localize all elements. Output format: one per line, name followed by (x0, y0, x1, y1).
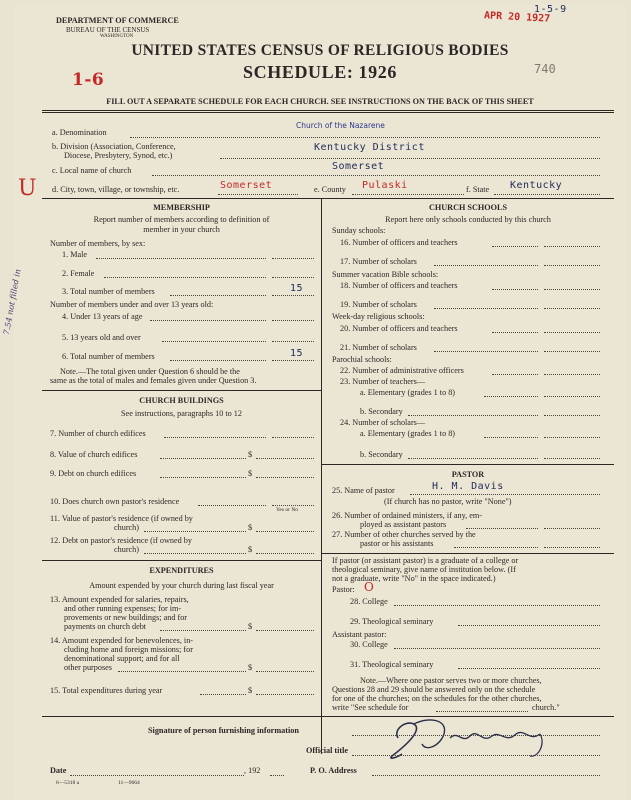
schools-intro: Report here only schools conducted by this church (385, 215, 551, 224)
official-title-line[interactable] (352, 755, 600, 756)
received-date-stamp: APR 20 1927 (483, 10, 551, 25)
q15-dollar: $ (248, 686, 253, 695)
q11-dollar: $ (248, 523, 253, 532)
membership-note-2: same as the total of males and females given under Question 3. (50, 376, 257, 385)
local-name-value[interactable]: Somerset (332, 161, 385, 172)
q16-leader (492, 246, 538, 247)
q7-label: 7. Number of church edifices (50, 429, 146, 438)
q25-answer-line (410, 494, 600, 495)
q13-dollar: $ (248, 622, 253, 631)
q4-under13-label: 4. Under 13 years of age (62, 312, 143, 321)
po-address-line[interactable] (372, 775, 600, 776)
q13-label-4: payments on church debt (64, 622, 147, 631)
pastor-subhead: Pastor: (332, 585, 355, 594)
form-code-2: 11—9664 (118, 780, 140, 786)
pastor-note-1: Note.—Where one pastor serves two or more churches, (360, 676, 542, 685)
signature-label: Signature of person furnishing information (148, 726, 299, 735)
q13-label-3: provements or new buildings; and for (64, 613, 188, 622)
q12-dollar: $ (248, 545, 253, 554)
year-line[interactable] (270, 775, 284, 776)
q8-dollar: $ (248, 450, 253, 459)
city-line (218, 194, 298, 195)
q5-over13-label: 5. 13 years old and over (62, 333, 141, 342)
q12-leader (144, 553, 246, 554)
header-rule-2 (42, 112, 614, 113)
q26-answer-line[interactable] (544, 528, 600, 529)
q3-total-label: 3. Total number of members (62, 287, 155, 296)
q3-answer-line (272, 295, 314, 296)
summer-schools-label: Summer vacation Bible schools: (332, 270, 439, 279)
q22-label: 22. Number of administrative officers (340, 366, 464, 375)
buildings-rule (42, 390, 321, 391)
official-title-label: Official title (306, 746, 349, 755)
q23a-answer-line[interactable] (544, 396, 600, 397)
q11-label-2: church) (114, 523, 140, 532)
membership-intro-2: member in your church (143, 225, 220, 234)
q27-label-2: pastor or his assistants (360, 539, 434, 548)
weekday-schools-label: Week-day religious schools: (332, 312, 425, 321)
q24a-answer-line[interactable] (544, 437, 600, 438)
margin-handwritten-note: 7.54 not filled in (2, 268, 23, 336)
q18-answer-line[interactable] (544, 289, 600, 290)
local-name-label: c. Local name of church (52, 166, 132, 175)
q6-total-value[interactable]: 15 (290, 348, 304, 359)
q10-answer-line[interactable] (272, 505, 314, 506)
q11-answer-line[interactable] (256, 531, 314, 532)
buildings-intro: See instructions, paragraphs 10 to 12 (121, 409, 242, 418)
yes-or-no-hint: Yes or No (276, 507, 299, 513)
q17-answer-line[interactable] (544, 265, 600, 266)
q19-leader (434, 308, 538, 309)
q4-answer-line[interactable] (272, 320, 314, 321)
pastor-rule (321, 464, 614, 465)
q6-answer-line (272, 360, 314, 361)
division-value[interactable]: Kentucky District (314, 142, 425, 153)
graduate-instr-1: If pastor (or assistant pastor) is a graduate of a college or (332, 556, 519, 565)
q24b-label: b. Secondary (360, 450, 403, 459)
q24b-leader (408, 458, 538, 459)
state-line (494, 194, 600, 195)
buildings-title: CHURCH BUILDINGS (139, 396, 224, 405)
q23b-answer-line[interactable] (544, 415, 600, 416)
q26-leader (466, 528, 538, 529)
q9-leader (160, 477, 246, 478)
q27-leader (454, 547, 538, 548)
division-label-2: Diocese, Presbytery, Synod, etc.) (64, 151, 173, 160)
instruction-banner: FILL OUT A SEPARATE SCHEDULE FOR EACH CHURCH. SEE INSTRUCTIONS ON THE BACK OF THIS SHEET (106, 97, 534, 106)
section-rule-top (42, 198, 614, 199)
q10-leader (198, 505, 266, 506)
q14-label-3: denominational support; and for all (64, 654, 180, 663)
q19-label: 19. Number of scholars (340, 300, 417, 309)
q19-answer-line[interactable] (544, 308, 600, 309)
denomination-line (130, 137, 600, 138)
graduate-instr-3: not a graduate, write "No" in the space indicated.) (332, 574, 496, 583)
pastor-note-4: write "See schedule for (332, 703, 409, 712)
q1-male-label: 1. Male (62, 250, 88, 259)
q13-label-1: 13. Amount expended for salaries, repairs, (50, 595, 189, 604)
division-label-1: b. Division (Association, Conference, (52, 142, 176, 151)
q14-label-2: cluding home and foreign missions; for (64, 645, 193, 654)
county-label: e. County (314, 185, 346, 194)
q24-label: 24. Number of scholars— (340, 418, 426, 427)
q13-leader (160, 630, 246, 631)
age-head-label: Number of members under and over 13 years old: (50, 300, 214, 309)
paper-sheet (2, 4, 626, 800)
city-value[interactable]: Somerset (220, 180, 273, 191)
serial-number-740: 740 (534, 62, 556, 76)
q16-label: 16. Number of officers and teachers (340, 238, 458, 247)
q27-label-1: 27. Number of other churches served by the (332, 530, 476, 539)
q25-pastor-name[interactable]: H. M. Davis (432, 481, 504, 492)
q5-answer-line[interactable] (272, 341, 314, 342)
q22-leader (492, 374, 538, 375)
q3-leader (170, 295, 266, 296)
q8-leader (160, 458, 246, 459)
q2-female-label: 2. Female (62, 269, 95, 278)
q17-leader (434, 265, 538, 266)
q29-answer-line[interactable] (458, 625, 600, 626)
q15-leader (200, 694, 246, 695)
graduate-rule (321, 553, 614, 554)
q29-label: 29. Theological seminary (350, 617, 434, 626)
q11-label-1: 11. Value of pastor's residence (if owned by (50, 514, 193, 523)
expenditures-rule (42, 560, 321, 561)
q21-label: 21. Number of scholars (340, 343, 417, 352)
q12-label-1: 12. Debt on pastor's residence (if owned by (50, 536, 192, 545)
q22-answer-line[interactable] (544, 374, 600, 375)
pastor-note-3: for one of the churches; on the schedules for the other churches, (332, 694, 542, 703)
q14-leader (118, 671, 246, 672)
q1-answer-line[interactable] (272, 258, 314, 259)
q18-leader (492, 289, 538, 290)
pastor-title: PASTOR (451, 470, 485, 479)
q23a-leader (484, 396, 538, 397)
q23b-leader (408, 415, 538, 416)
date-label: Date (50, 766, 67, 775)
q1-leader (96, 258, 266, 259)
assistant-subhead: Assistant pastor: (332, 630, 387, 639)
county-line (352, 194, 464, 195)
q28-label: 28. College (350, 597, 388, 606)
city-label: d. City, town, village, or township, etc. (52, 185, 180, 194)
sunday-schools-label: Sunday schools: (332, 226, 386, 235)
q9-label: 9. Debt on church edifices (50, 469, 137, 478)
q8-answer-line[interactable] (256, 458, 314, 459)
q6-total-label: 6. Total number of members (62, 352, 155, 361)
membership-intro-1: Report number of members according to definition of (93, 215, 270, 224)
q15-answer-line[interactable] (256, 694, 314, 695)
department-line: DEPARTMENT OF COMMERCE (56, 16, 179, 25)
q13-label-2: and other running expenses; for im- (64, 604, 182, 613)
q25-label: 25. Name of pastor (332, 486, 395, 495)
q31-label: 31. Theological seminary (350, 660, 434, 669)
form-title: UNITED STATES CENSUS OF RELIGIOUS BODIES (131, 42, 509, 59)
q10-label: 10. Does church own pastor's residence (50, 497, 180, 506)
q26-label-1: 26. Number of ordained ministers, if any, em- (332, 511, 482, 520)
q21-answer-line[interactable] (544, 351, 600, 352)
q20-answer-line[interactable] (544, 332, 600, 333)
q18-label: 18. Number of officers and teachers (340, 281, 458, 290)
pastor-note-5: church." (532, 703, 560, 712)
state-label: f. State (466, 185, 490, 194)
membership-title: MEMBERSHIP (153, 203, 210, 212)
q24b-answer-line[interactable] (544, 458, 600, 459)
q14-answer-line[interactable] (256, 671, 314, 672)
q24a-label: a. Elementary (grades 1 to 8) (360, 429, 456, 438)
q21-leader (434, 351, 538, 352)
county-value[interactable]: Pulaski (362, 180, 408, 191)
q13-answer-line[interactable] (256, 630, 314, 631)
date-year: , 192 (244, 766, 261, 775)
pastor-note-2: Questions 28 and 29 should be answered only on the schedule (332, 685, 536, 694)
division-line (220, 158, 600, 159)
q3-total-value[interactable]: 15 (290, 283, 304, 294)
q25-note: (If church has no pastor, write "None") (384, 497, 512, 506)
q17-label: 17. Number of scholars (340, 257, 417, 266)
header-rule-1 (42, 110, 614, 111)
members-by-sex-label: Number of members, by sex: (50, 239, 146, 248)
q28-answer-line[interactable] (394, 605, 600, 606)
q26-label-2: ployed as assistant pastors (360, 520, 447, 529)
q8-label: 8. Value of church edifices (50, 450, 138, 459)
q23b-label: b. Secondary (360, 407, 403, 416)
q14-dollar: $ (248, 663, 253, 672)
q12-answer-line[interactable] (256, 553, 314, 554)
parochial-schools-label: Parochial schools: (332, 355, 392, 364)
q30-label: 30. College (350, 640, 388, 649)
q23-label: 23. Number of teachers— (340, 377, 426, 386)
q4-leader (150, 320, 266, 321)
q5-leader (162, 341, 266, 342)
local-name-line (152, 175, 600, 176)
q6-leader (170, 360, 266, 361)
bureau-line: BUREAU OF THE CENSUS (66, 26, 150, 34)
q7-answer-line[interactable] (272, 437, 314, 438)
schools-title: CHURCH SCHOOLS (428, 203, 508, 212)
state-value[interactable]: Kentucky (510, 180, 563, 191)
q23a-label: a. Elementary (grades 1 to 8) (360, 388, 456, 397)
q11-leader (144, 531, 246, 532)
q16-answer-line[interactable] (544, 246, 600, 247)
q2-leader (104, 277, 266, 278)
q20-label: 20. Number of officers and teachers (340, 324, 458, 333)
city-line: WASHINGTON (100, 34, 134, 39)
q12-label-2: church) (114, 545, 140, 554)
q9-answer-line[interactable] (256, 477, 314, 478)
expenditures-intro: Amount expended by your church during last fiscal year (89, 581, 274, 590)
q30-answer-line[interactable] (394, 648, 600, 649)
top-handwritten-note: 1-5-9 (534, 4, 567, 15)
form-subtitle: SCHEDULE: 1926 (243, 62, 397, 82)
date-line[interactable] (70, 775, 244, 776)
q14-label-1: 14. Amount expended for benevolences, in- (50, 636, 194, 645)
pastor-red-mark: O (364, 580, 374, 594)
denomination-label: a. Denomination (52, 128, 107, 137)
graduate-instr-2: theological seminary, give name of institution below. (If (332, 565, 516, 574)
q24a-leader (484, 437, 538, 438)
q20-leader (492, 332, 538, 333)
expenditures-title: EXPENDITURES (149, 566, 214, 575)
q15-label: 15. Total expenditures during year (50, 686, 163, 695)
red-u-mark: U (18, 176, 38, 201)
q2-answer-line[interactable] (272, 277, 314, 278)
red-handwritten-mark: 1-6 (72, 70, 105, 90)
denomination-value[interactable]: Church of the Nazarene (296, 121, 385, 130)
po-address-label: P. O. Address (310, 766, 357, 775)
q9-dollar: $ (248, 469, 253, 478)
form-code: 6—5318 a (56, 780, 80, 786)
q14-label-4: other purposes (64, 663, 112, 672)
membership-note-1: Note.—The total given under Question 6 should be the (60, 367, 240, 376)
q27-answer-line[interactable] (544, 547, 600, 548)
q7-leader (164, 437, 266, 438)
q31-answer-line[interactable] (458, 668, 600, 669)
